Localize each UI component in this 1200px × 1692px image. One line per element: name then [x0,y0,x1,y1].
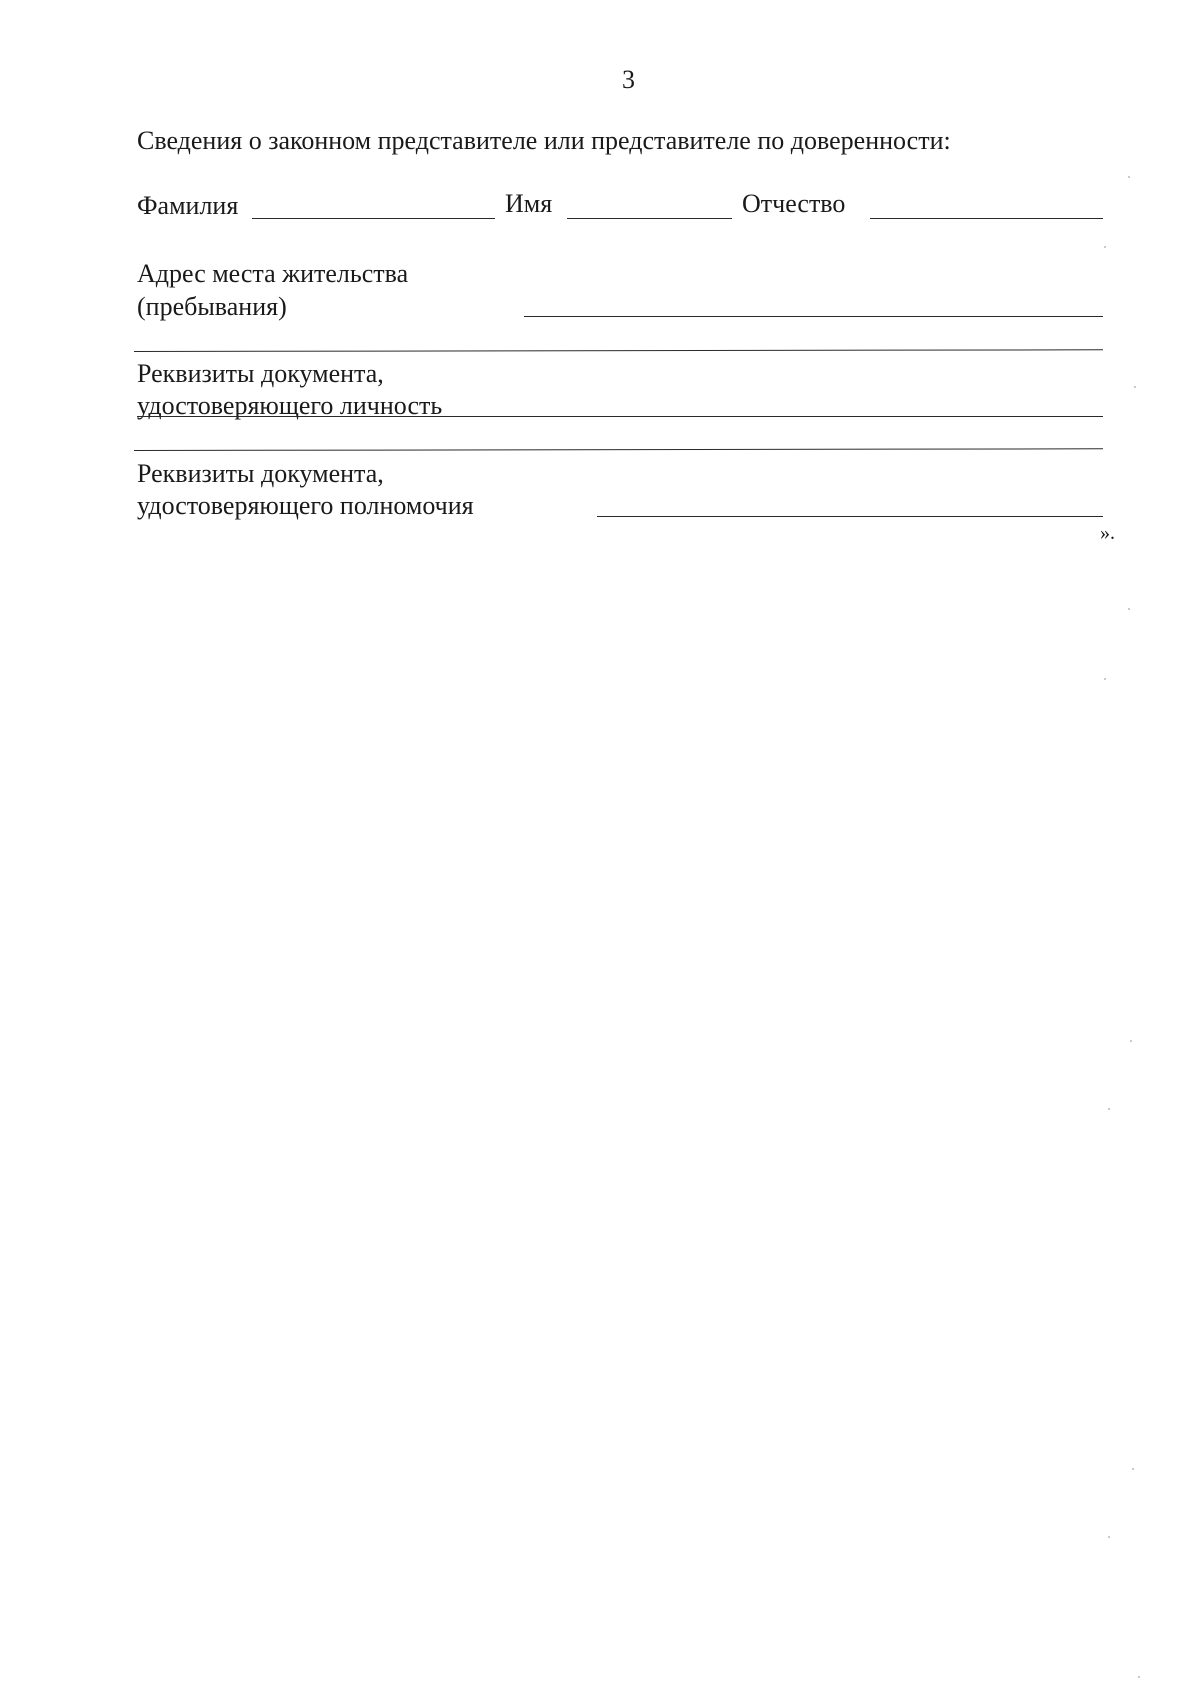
page-number: 3 [622,65,635,94]
closing-quote-mark: ». [1100,522,1115,544]
address-label-line1: Адрес места жительства [137,259,409,288]
name-label: Имя [505,189,553,218]
authority-doc-field-line[interactable] [597,516,1103,517]
authority-doc-label-line2: удостоверяющего полномочия [137,491,474,520]
section-heading: Сведения о законном представителе или представителе по доверенности: [137,126,951,155]
scan-speck [1138,1676,1140,1678]
id-doc-label-line2: удостоверяющего личность [137,391,443,420]
authority-doc-label-line1: Реквизиты документа, [137,459,384,488]
patronymic-label: Отчество [742,189,846,218]
scan-speck [1132,1468,1134,1470]
scan-speck [1108,1536,1110,1538]
scan-speck [1108,1108,1110,1110]
address-field-line-extra[interactable] [134,349,1103,352]
patronymic-field-line[interactable] [870,218,1103,219]
scan-speck [1128,608,1130,610]
surname-label: Фамилия [137,191,239,220]
address-label-line2: (пребывания) [137,292,287,321]
name-field-line[interactable] [567,218,732,219]
scan-speck [1134,386,1136,388]
surname-field-line[interactable] [252,218,495,219]
scan-speck [1104,678,1106,680]
scan-speck [1104,246,1106,248]
id-doc-field-line[interactable] [137,416,1103,417]
address-field-line[interactable] [524,316,1103,317]
scan-speck [1130,1040,1132,1042]
scan-speck [1128,176,1130,178]
id-doc-label-line1: Реквизиты документа, [137,359,384,388]
id-doc-field-line-extra[interactable] [134,448,1103,451]
